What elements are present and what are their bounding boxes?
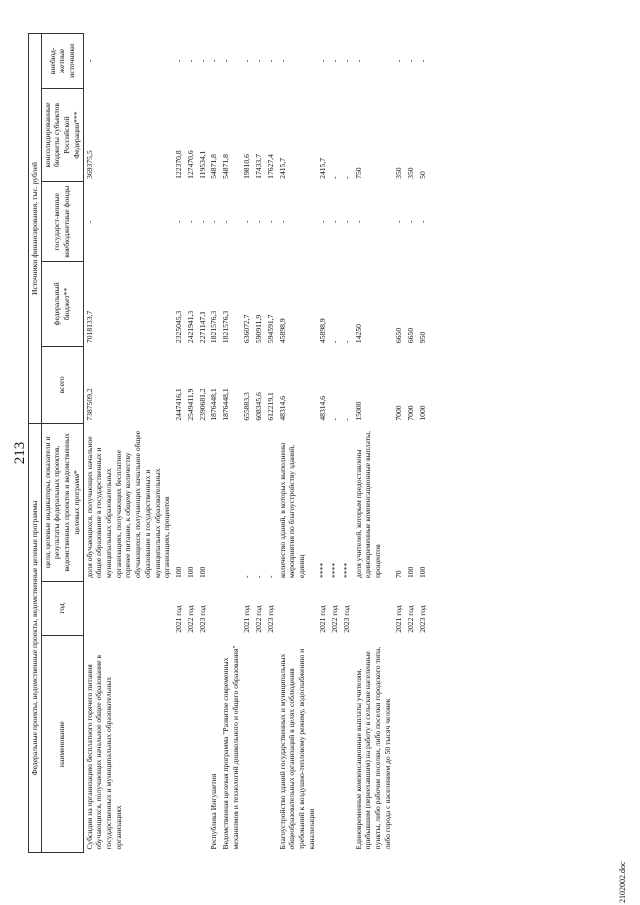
total-column-header: всего xyxy=(41,346,83,424)
row-funds-cell: - xyxy=(84,220,94,223)
row-regional-cell: 122370,8 xyxy=(174,150,184,179)
federal-column-header: федеральный бюджет** xyxy=(41,262,83,346)
table-row xyxy=(185,34,197,853)
row-year-cell: 2022 год xyxy=(330,605,340,633)
row-funds-cell: - xyxy=(277,220,287,223)
table-row xyxy=(329,34,341,853)
row-indicator-cell: доля учителей, которым предоставлены единовременные компенсационные выплаты, процентов xyxy=(353,430,382,579)
table-row xyxy=(417,34,429,853)
row-total-cell: 1876448,1 xyxy=(220,388,230,421)
row-funds-cell: - xyxy=(318,220,328,223)
table-row xyxy=(353,34,394,853)
row-federal-cell: 6650 xyxy=(406,327,416,344)
row-total-cell: - xyxy=(341,418,351,421)
row-regional-cell: 50 xyxy=(417,171,427,179)
regional-column-header: консолидированные бюджеты субъектов Российской Федерации*** xyxy=(41,88,83,182)
table-row xyxy=(277,34,318,853)
name-column-header: наименование xyxy=(41,636,83,853)
row-total-cell: 655883,3 xyxy=(242,392,252,421)
row-indicator-cell: 100 xyxy=(174,566,184,579)
row-name-cell xyxy=(185,636,197,853)
row-indicator-cell: - xyxy=(265,575,275,579)
row-year-cell: 2023 год xyxy=(265,605,275,633)
row-federal-cell: - xyxy=(341,340,351,344)
extra-column-header: внебюд-жетные источники xyxy=(41,34,83,89)
row-name-cell xyxy=(405,636,417,853)
row-regional-cell: 750 xyxy=(353,167,363,179)
row-indicator-cell xyxy=(208,424,220,581)
row-federal-cell: 594591,7 xyxy=(265,314,275,344)
table-row xyxy=(341,34,353,853)
row-regional-cell: - xyxy=(341,176,351,179)
row-federal-cell: 6650 xyxy=(394,327,404,344)
row-extra-cell: - xyxy=(174,59,184,63)
table-row xyxy=(253,34,265,853)
row-federal-cell: 1821576,3 xyxy=(209,310,219,344)
row-name-cell xyxy=(197,636,209,853)
row-indicator-cell: - xyxy=(254,575,264,579)
table-row xyxy=(173,34,185,853)
row-federal-cell: 950 xyxy=(417,331,427,344)
row-year-cell xyxy=(277,581,318,636)
row-name-cell xyxy=(341,636,353,853)
row-name-cell xyxy=(417,636,429,853)
row-indicator-cell: доля обучающихся, получающих начальное общее образование в государственных и муниципальных образовательных организациях, получающих бесплатное горячее питание, к общему количеству обучающихся, получающих начальное общее образование в государственных и муниципальных образовательных организациях, процентов xyxy=(84,430,172,579)
row-extra-cell: - xyxy=(330,59,340,63)
row-funds-cell: - xyxy=(174,220,184,223)
row-funds-cell: - xyxy=(341,220,351,223)
row-total-cell: 2447416,1 xyxy=(174,388,184,421)
row-extra-cell: - xyxy=(341,59,351,63)
row-total-cell: 2549411,9 xyxy=(185,388,195,421)
row-total-cell: 7000 xyxy=(394,405,404,421)
table-row xyxy=(265,34,277,853)
row-regional-cell: 54871,8 xyxy=(220,154,230,179)
row-regional-cell: 2415,7 xyxy=(318,157,328,179)
row-extra-cell: - xyxy=(209,59,219,63)
row-regional-cell: 54871,8 xyxy=(209,154,219,179)
row-federal-cell: 2325045,3 xyxy=(174,310,184,344)
row-federal-cell: 45898,9 xyxy=(277,318,287,344)
row-regional-cell: 127470,6 xyxy=(185,150,195,179)
row-federal-cell: 14250 xyxy=(353,324,363,344)
group-title-header: Федеральные проекты, ведомственные проекты, ведомственные целевые программы xyxy=(29,424,42,853)
row-regional-cell: 350 xyxy=(406,167,416,179)
document-footer: 2102002.doc xyxy=(618,861,627,903)
row-year-cell xyxy=(83,581,173,636)
row-year-cell xyxy=(353,581,394,636)
row-regional-cell: 369375,5 xyxy=(84,150,94,179)
table-row xyxy=(405,34,417,853)
row-extra-cell: - xyxy=(318,59,328,63)
row-funds-cell: - xyxy=(209,220,219,223)
row-funds-cell: - xyxy=(417,220,427,223)
row-indicator-cell: 100 xyxy=(406,566,416,579)
row-indicator-cell: - xyxy=(242,575,252,579)
indicator-column-header: цели, целевые индикаторы, показатели и результаты федеральных проектов, ведомственных проектов и ведомственных целевых программ* xyxy=(41,424,83,581)
row-regional-cell: 17433,7 xyxy=(254,154,264,179)
row-year-cell: 2022 год xyxy=(406,605,416,633)
row-funds-cell: - xyxy=(242,220,252,223)
row-extra-cell: - xyxy=(394,59,404,63)
row-year-cell: 2023 год xyxy=(197,605,207,633)
row-extra-cell: - xyxy=(265,59,275,63)
table-row xyxy=(220,34,241,853)
row-year-cell: 2022 год xyxy=(185,605,195,633)
row-funds-cell: - xyxy=(254,220,264,223)
row-indicator-cell: 100 xyxy=(417,566,427,579)
row-regional-cell: 350 xyxy=(394,167,404,179)
row-total-cell: 7000 xyxy=(406,405,416,421)
row-total-cell: 15000 xyxy=(353,401,363,421)
row-funds-cell: - xyxy=(406,220,416,223)
row-year-cell: 2021 год xyxy=(174,605,184,633)
row-year-cell: 2021 год xyxy=(318,605,328,633)
row-total-cell: 612219,1 xyxy=(265,392,275,421)
row-indicator-cell: **** xyxy=(341,562,351,579)
row-name-cell xyxy=(173,636,185,853)
row-year-cell xyxy=(208,581,220,636)
row-federal-cell: 590911,9 xyxy=(254,314,264,344)
row-year-cell: 2021 год xyxy=(394,605,404,633)
row-indicator-cell: **** xyxy=(330,562,340,579)
row-extra-cell: - xyxy=(417,59,427,63)
row-name-cell xyxy=(317,636,329,853)
row-indicator-cell: 100 xyxy=(185,566,195,579)
row-funds-cell: - xyxy=(220,220,230,223)
row-name-cell xyxy=(253,636,265,853)
row-name-cell: Субсидии на организацию бесплатного горячего питания обучающихся, получающих начальное общее образование в государственных и муниципальных образовательных организациях xyxy=(84,655,123,850)
row-extra-cell: - xyxy=(197,59,207,63)
row-regional-cell: 19810,6 xyxy=(242,154,252,179)
row-extra-cell: - xyxy=(353,59,363,63)
row-regional-cell: 2415,7 xyxy=(277,157,287,179)
row-total-cell: 48314,6 xyxy=(277,395,287,421)
row-extra-cell: - xyxy=(84,59,94,63)
row-indicator-cell: **** xyxy=(318,562,328,579)
row-year-cell xyxy=(220,581,241,636)
row-extra-cell: - xyxy=(277,59,287,63)
row-federal-cell: 2421941,3 xyxy=(185,310,195,344)
row-year-cell: 2023 год xyxy=(417,605,427,633)
row-extra-cell: - xyxy=(185,59,195,63)
row-regional-cell: 17627,4 xyxy=(265,154,275,179)
row-total-cell: 7387509,2 xyxy=(84,388,94,421)
row-indicator-cell xyxy=(220,424,241,581)
row-indicator-cell: 70 xyxy=(394,570,404,579)
row-indicator-cell: 100 xyxy=(197,566,207,579)
row-regional-cell: 119534,1 xyxy=(197,150,207,179)
row-regional-cell: - xyxy=(330,176,340,179)
year-column-header: год xyxy=(41,581,83,636)
row-federal-cell: 45898,9 xyxy=(318,318,328,344)
row-funds-cell: - xyxy=(197,220,207,223)
page-number: 213 xyxy=(12,441,28,465)
row-extra-cell: - xyxy=(242,59,252,63)
row-total-cell: 2390681,2 xyxy=(197,388,207,421)
row-funds-cell: - xyxy=(394,220,404,223)
row-name-cell: Единовременные компенсационные выплаты учителям, прибывшим (переехавшим) на работу в сельские населенные пункты, либо рабочие поселки, либо поселки городского типа, либо города с населением до 50 тысяч человек xyxy=(353,646,392,850)
row-extra-cell: - xyxy=(220,59,230,63)
row-extra-cell: - xyxy=(406,59,416,63)
table-row xyxy=(241,34,253,853)
row-year-cell: 2021 год xyxy=(242,605,252,633)
row-name-cell xyxy=(265,636,277,853)
row-total-cell: 1000 xyxy=(417,405,427,421)
funds-column-header: государст-венные внебюджетные фонды xyxy=(41,182,83,262)
row-total-cell: 608345,6 xyxy=(254,392,264,421)
row-funds-cell: - xyxy=(185,220,195,223)
financing-table xyxy=(28,33,429,853)
row-funds-cell: - xyxy=(330,220,340,223)
row-name-cell: Республика Ингушетия xyxy=(209,773,219,850)
row-federal-cell: 7018133,7 xyxy=(84,310,94,344)
row-name-cell: Благоустройство зданий государственных и муниципальных общеобразовательных организаций в целях соблюдения требований к воздушно-тепловому режиму, водоснабжению и канализации xyxy=(277,648,316,850)
row-name-cell: Ведомственная целевая программа "Развитие современных механизмов и технологий дошкольного и общего образования" xyxy=(220,645,240,850)
table-row xyxy=(317,34,329,853)
row-federal-cell: 1821576,3 xyxy=(220,310,230,344)
row-year-cell: 2023 год xyxy=(341,605,351,633)
row-year-cell: 2022 год xyxy=(254,605,264,633)
table-row xyxy=(83,34,173,853)
row-funds-cell: - xyxy=(265,220,275,223)
row-federal-cell: - xyxy=(330,340,340,344)
row-name-cell xyxy=(329,636,341,853)
table-row xyxy=(197,34,209,853)
row-total-cell: 1876448,1 xyxy=(209,388,219,421)
row-name-cell xyxy=(393,636,405,853)
row-federal-cell: 636072,7 xyxy=(242,314,252,344)
row-funds-cell: - xyxy=(353,220,363,223)
row-name-cell xyxy=(241,636,253,853)
sources-header: Источники финансирования, тыс. рублей xyxy=(29,34,42,424)
row-extra-cell: - xyxy=(254,59,264,63)
table-row xyxy=(393,34,405,853)
table-body xyxy=(83,34,429,853)
row-total-cell: - xyxy=(330,418,340,421)
row-federal-cell: 2271147,1 xyxy=(197,311,207,344)
row-total-cell: 48314,6 xyxy=(318,395,328,421)
row-indicator-cell: количество зданий, в которых выполнены мероприятия по благоустройству зданий, единиц xyxy=(277,442,306,579)
table-row xyxy=(208,34,220,853)
